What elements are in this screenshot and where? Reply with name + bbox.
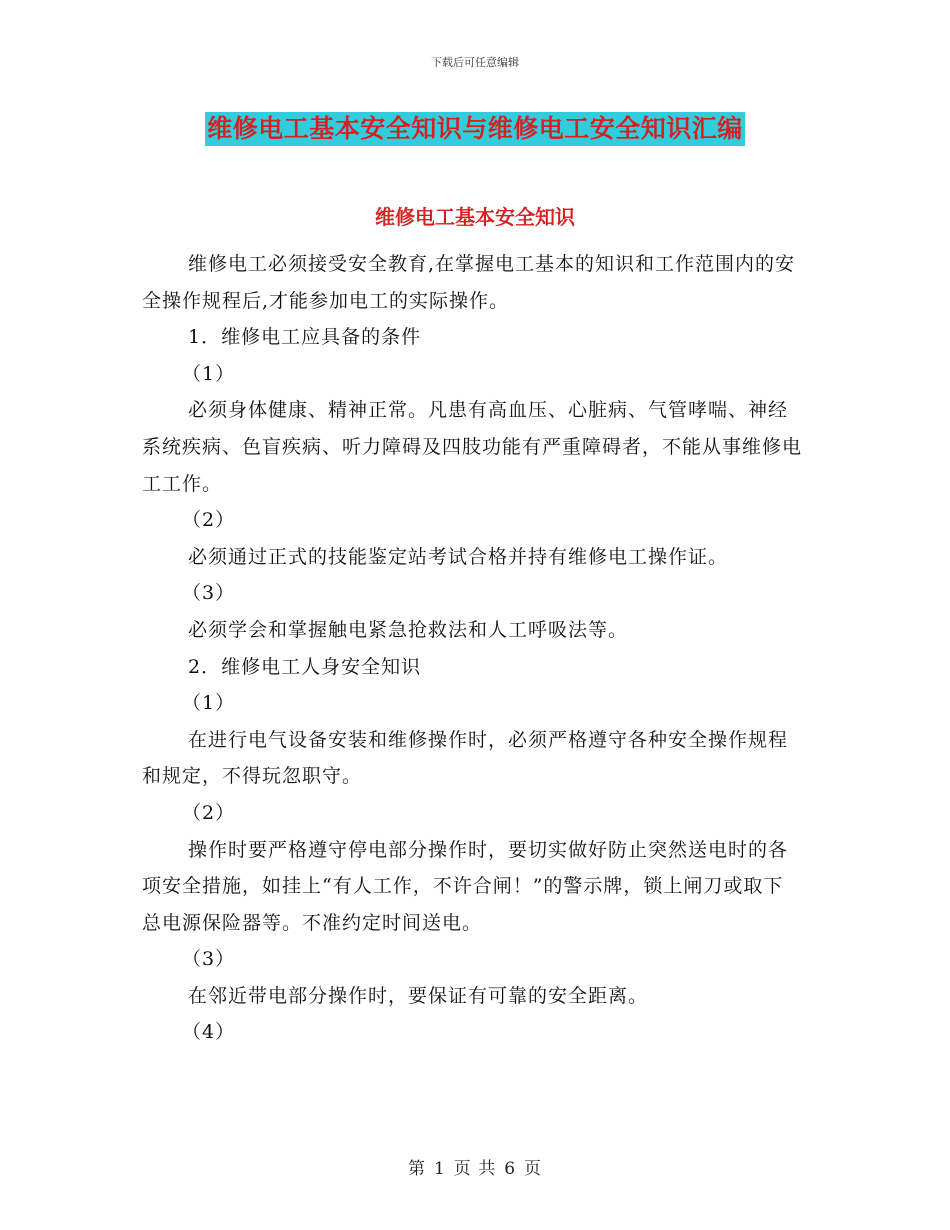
footer-total-pages: 6	[504, 1159, 517, 1179]
header-note: 下载后可任意编辑	[431, 56, 519, 69]
list-marker: （1）	[182, 362, 236, 385]
heading-conditions: 1．维修电工应具备的条件	[188, 326, 422, 349]
list-marker: （3）	[182, 582, 236, 605]
heading-personal-safety: 2．维修电工人身安全知识	[188, 655, 422, 678]
footer-current-page: 1	[433, 1159, 446, 1179]
footer-prefix: 第	[407, 1159, 426, 1179]
paragraph: 必须学会和掌握触电紧急抢救法和人工呼吸法等。	[188, 618, 629, 641]
paragraph: 必须身体健康、精神正常。凡患有高血压、心脏病、气管哮喘、神经系统疾病、色盲疾病、听力障碍及四肢功能有严重障碍者，不能从事维修电工工作。	[142, 399, 803, 495]
list-marker: （3）	[182, 948, 236, 971]
footer-mid: 页 共	[453, 1159, 497, 1179]
paragraph: 在邻近带电部分操作时，要保证有可靠的安全距离。	[188, 984, 649, 1007]
list-marker: （1）	[182, 692, 236, 715]
paragraph: 必须通过正式的技能鉴定站考试合格并持有维修电工操作证。	[188, 545, 729, 568]
list-marker: （2）	[182, 801, 236, 824]
document-title-wrap	[0, 112, 950, 146]
document-body	[142, 246, 802, 1051]
paragraph-intro: 维修电工必须接受安全教育,在掌握电工基本的知识和工作范围内的安全操作规程后,才能参加电工的实际操作。	[142, 253, 796, 312]
document-title: 维修电工基本安全知识与维修电工安全知识汇编	[205, 112, 745, 146]
list-marker: （4）	[182, 1021, 236, 1044]
list-marker: （2）	[182, 509, 236, 532]
page-footer	[0, 1154, 950, 1179]
paragraph: 操作时要严格遵守停电部分操作时，要切实做好防止突然送电时的各项安全措施，如挂上“有人工作，不许合闸！”的警示牌，锁上闸刀或取下总电源保险器等。不准约定时间送电。	[142, 838, 789, 934]
footer-suffix: 页	[524, 1159, 543, 1179]
paragraph: 在进行电气设备安装和维修操作时，必须严格遵守各种安全操作规程和规定，不得玩忽职守。	[142, 728, 789, 788]
section-title: 维修电工基本安全知识	[375, 205, 575, 229]
